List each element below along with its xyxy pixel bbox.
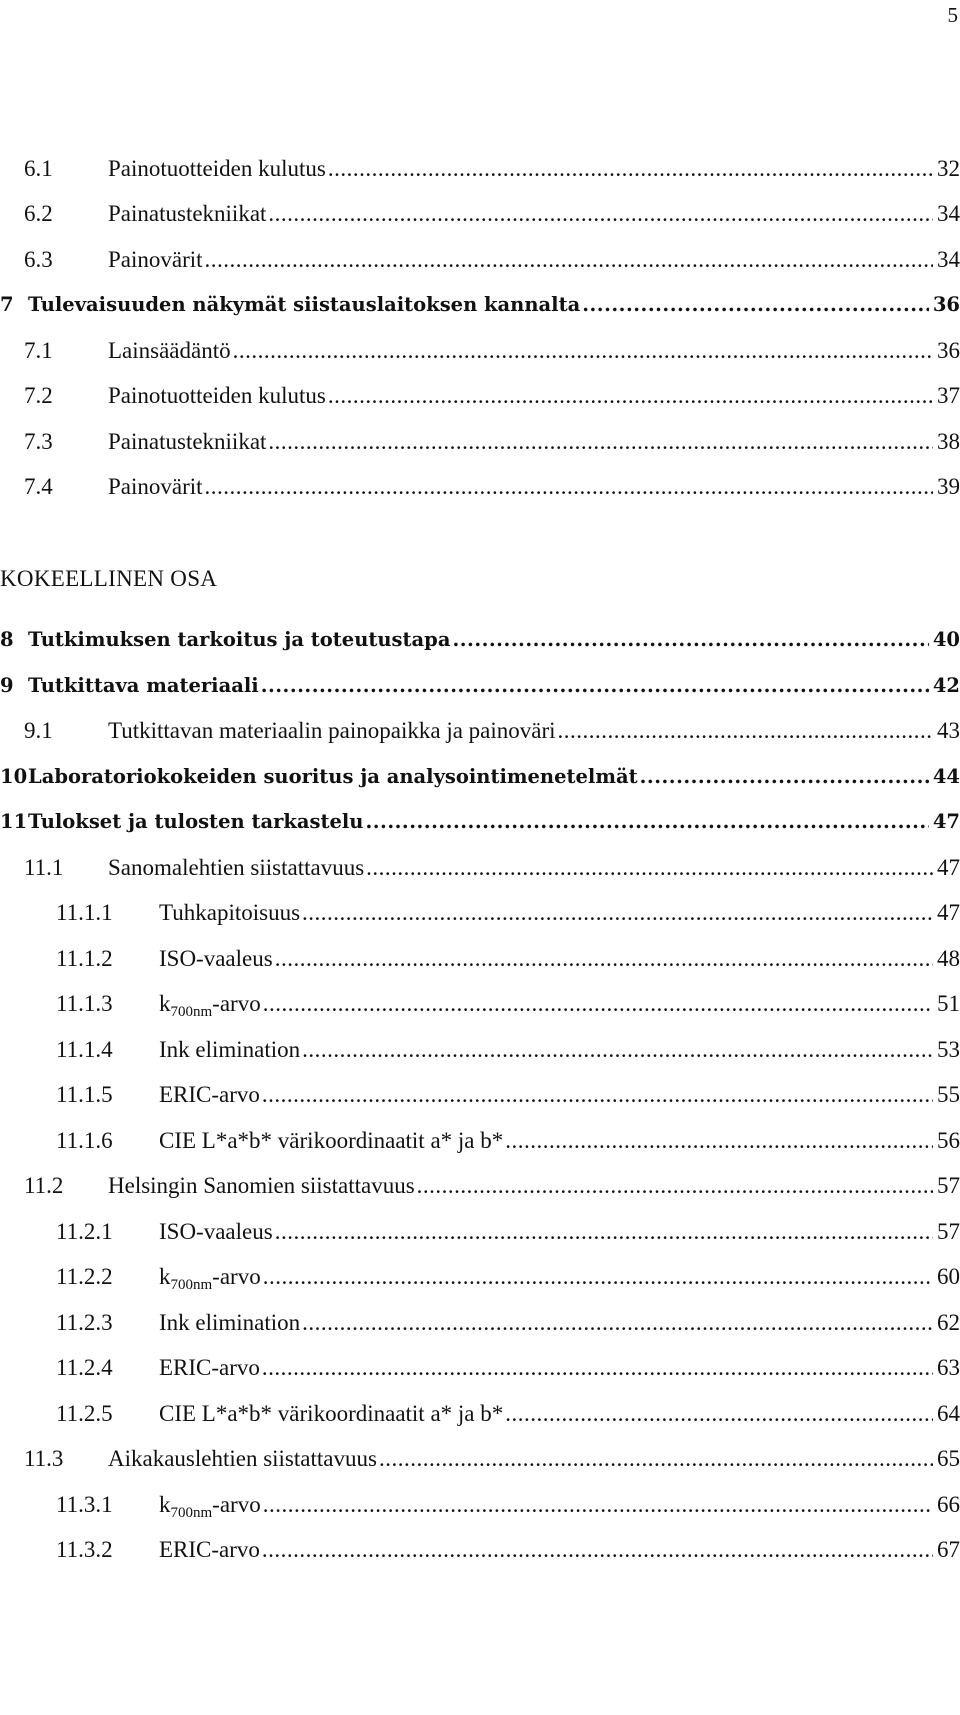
dot-leader [328, 153, 933, 185]
toc-entry[interactable] [0, 380, 960, 412]
toc-entry-title [159, 988, 261, 1028]
toc-entry-title-text: ERIC-arvo [159, 1355, 260, 1380]
toc-entry[interactable] [0, 761, 960, 793]
toc-entry-title [159, 897, 300, 929]
section-heading: KOKEELLINEN OSA [0, 566, 218, 591]
toc-entry-line [159, 1307, 960, 1339]
dot-leader [262, 1534, 933, 1566]
toc-entry-line [108, 335, 960, 367]
toc-entry-line [108, 380, 960, 412]
toc-entry-number: 6.2 [24, 201, 53, 226]
toc-entry-title [108, 426, 266, 458]
toc-entry-number: 11.2.3 [56, 1310, 113, 1335]
toc-entry-title-text: Sanomalehtien siistattavuus [108, 855, 365, 880]
toc-entry-title [159, 1079, 260, 1111]
dot-leader [205, 471, 933, 503]
toc-entry[interactable] [0, 1443, 960, 1475]
dot-leader [365, 806, 928, 838]
toc-entry-number: 11.2 [24, 1173, 64, 1198]
toc-entry-title-text: ISO-vaaleus [159, 1219, 273, 1244]
dot-leader [366, 852, 933, 884]
dot-leader [640, 761, 929, 793]
toc-entry-page: 36 [937, 338, 960, 363]
toc-entry-line [28, 761, 960, 793]
toc-entry[interactable] [0, 988, 960, 1020]
toc-entry-page: 32 [937, 156, 960, 181]
toc-entry[interactable] [0, 715, 960, 747]
toc-entry[interactable] [0, 1489, 960, 1521]
toc-entry-title [108, 153, 326, 185]
toc-entry-title [159, 1216, 273, 1248]
toc-entry-page: 47 [937, 855, 960, 880]
toc-entry-page: 40 [932, 628, 960, 651]
toc-entry-page: 34 [937, 247, 960, 272]
toc-entry-number: 11.3.1 [56, 1492, 113, 1517]
dot-leader [302, 897, 933, 929]
toc-entry-title [159, 943, 273, 975]
toc-entry-title-text: Tuhkapitoisuus [159, 900, 301, 925]
toc-entry[interactable] [0, 670, 960, 702]
toc-entry-line [159, 1125, 960, 1157]
toc-entry-line [159, 988, 960, 1028]
toc-entry[interactable] [0, 198, 960, 230]
toc-entry-number: 7.2 [24, 383, 53, 408]
toc-entry-line [159, 1261, 960, 1301]
toc-entry[interactable] [0, 1398, 960, 1430]
toc-entry-line [159, 1216, 960, 1248]
page-number: 5 [947, 3, 958, 27]
toc-entry[interactable] [0, 806, 960, 838]
dot-leader [302, 1307, 933, 1339]
toc-entry-number: 11.2.4 [56, 1355, 113, 1380]
toc-entry-page: 47 [932, 810, 960, 833]
toc-entry-title-text: ERIC-arvo [159, 1082, 260, 1107]
toc-entry-line [28, 289, 960, 321]
toc-entry-title-text: Tulevaisuuden näkymät siistauslaitoksen kannalta [28, 293, 581, 316]
toc-entry-title-suffix: -arvo [212, 1492, 261, 1517]
dot-leader [302, 1034, 933, 1066]
toc-entry-title-text: Tutkittava materiaali [28, 674, 259, 697]
toc-entry[interactable] [0, 897, 960, 929]
dot-leader [233, 335, 933, 367]
toc-entry[interactable] [0, 1307, 960, 1339]
toc-entry-page: 57 [937, 1173, 960, 1198]
toc-entry-title [28, 670, 259, 702]
toc-entry[interactable] [0, 1534, 960, 1566]
dot-leader [452, 624, 928, 656]
toc-entry-page: 38 [937, 429, 960, 454]
toc-entry-line [108, 1443, 960, 1475]
toc-entry[interactable] [0, 426, 960, 458]
dot-leader [275, 1216, 933, 1248]
toc-entry-title-text: Aikakauslehtien siistattavuus [108, 1446, 377, 1471]
dot-leader [328, 380, 933, 412]
toc-entry-page: 36 [932, 293, 960, 316]
toc-entry-title [28, 761, 638, 793]
toc-entry-number: 6.3 [24, 247, 53, 272]
toc-entry-title [159, 1398, 503, 1430]
toc-entry-subscript: 700nm [170, 1277, 213, 1293]
toc-entry-title-text: Tulokset ja tulosten tarkastelu [28, 810, 364, 833]
dot-leader [505, 1125, 933, 1157]
toc-entry-title [108, 198, 266, 230]
toc-entry[interactable] [0, 153, 960, 185]
toc-entry-number: 9.1 [24, 718, 53, 743]
toc-entry-line [108, 198, 960, 230]
toc-entry-page: 57 [937, 1219, 960, 1244]
toc-entry-title-text: Tutkimuksen tarkoitus ja toteutustapa [28, 628, 451, 651]
toc-entry-title [108, 852, 364, 884]
toc-entry-title [159, 1261, 261, 1301]
dot-leader [263, 988, 933, 1020]
toc-entry-line [108, 1170, 960, 1202]
toc-entry[interactable] [0, 1170, 960, 1202]
toc-entry-number: 11.3.2 [56, 1537, 113, 1562]
dot-leader [582, 289, 929, 321]
toc-entry[interactable] [0, 943, 960, 975]
dot-leader [275, 943, 933, 975]
dot-leader [263, 1261, 933, 1293]
toc-entry-title [108, 244, 203, 276]
toc-entry[interactable] [0, 1125, 960, 1157]
toc-entry-page: 67 [937, 1537, 960, 1562]
toc-entry-line [159, 897, 960, 929]
toc-entry-title [159, 1489, 261, 1529]
toc-entry-title-text: Ink elimination [159, 1037, 301, 1062]
toc-entry-page: 42 [932, 674, 960, 697]
toc-entry[interactable] [0, 471, 960, 503]
dot-leader [268, 426, 933, 458]
toc-entry-title-text: Painotuotteiden kulutus [108, 156, 326, 181]
toc-entry-page: 63 [937, 1355, 960, 1380]
toc-entry-title [108, 1443, 377, 1475]
toc-entry-page: 55 [937, 1082, 960, 1107]
toc-entry-subscript: 700nm [170, 1004, 213, 1020]
toc-entry-line [108, 471, 960, 503]
toc-entry-title-text: Painatustekniikat [108, 201, 267, 226]
toc-entry-page: 51 [937, 991, 960, 1016]
dot-leader [262, 1079, 933, 1111]
toc-entry[interactable] [0, 1216, 960, 1248]
dot-leader [261, 670, 929, 702]
toc-entry-title-text: Painovärit [108, 474, 203, 499]
toc-entry-number: 10 [0, 765, 28, 788]
toc-entry-number: 11.1.5 [56, 1082, 113, 1107]
toc-entry-number: 11.1.2 [56, 946, 113, 971]
toc-entry-page: 53 [937, 1037, 960, 1062]
toc-entry-title [108, 380, 326, 412]
toc-entry-line [28, 806, 960, 838]
toc-entry-subscript: 700nm [170, 1505, 213, 1521]
toc-entry-title-text: Painotuotteiden kulutus [108, 383, 326, 408]
toc-entry-page: 34 [937, 201, 960, 226]
toc-entry-title-text: Painovärit [108, 247, 203, 272]
toc-entry-line [159, 1489, 960, 1529]
toc-entry-page: 66 [937, 1492, 960, 1517]
toc-entry[interactable] [0, 289, 960, 321]
toc-entry-title-text: ERIC-arvo [159, 1537, 260, 1562]
toc-entry-title [108, 335, 231, 367]
toc-entry-number: 11.2.2 [56, 1264, 113, 1289]
toc-entry-title [108, 715, 556, 747]
toc-entry-line [28, 624, 960, 656]
toc-entry-line [108, 715, 960, 747]
toc-entry-number: 11.1.6 [56, 1128, 113, 1153]
toc-entry-title [159, 1125, 503, 1157]
toc-entry-page: 65 [937, 1446, 960, 1471]
toc-entry-title-text: Painatustekniikat [108, 429, 267, 454]
toc-entry-title-text: Tutkittavan materiaalin painopaikka ja painoväri [108, 718, 556, 743]
toc-entry-number: 11.1.1 [56, 900, 113, 925]
toc-entry-title-suffix: -arvo [212, 1264, 261, 1289]
toc-entry-number: 11.3 [24, 1446, 64, 1471]
toc-entry-number: 7.4 [24, 474, 53, 499]
toc-entry-title-text: Lainsäädäntö [108, 338, 231, 363]
toc-entry-number: 11.1 [24, 855, 64, 880]
toc-entry-title [108, 471, 203, 503]
toc-entry-title-text: k [159, 1492, 171, 1517]
toc-entry-page: 64 [937, 1401, 960, 1426]
toc-entry[interactable] [0, 1079, 960, 1111]
toc-entry-title-text: ISO-vaaleus [159, 946, 273, 971]
dot-leader [263, 1489, 933, 1521]
dot-leader [379, 1443, 933, 1475]
dot-leader [505, 1398, 933, 1430]
toc-entry-title-text: k [159, 991, 171, 1016]
toc-entry-number: 11.1.3 [56, 991, 113, 1016]
toc-entry-line [108, 852, 960, 884]
toc-entry-title-suffix: -arvo [212, 991, 261, 1016]
toc-entry-number: 7.3 [24, 429, 53, 454]
toc-entry-line [108, 153, 960, 185]
dot-leader [268, 198, 933, 230]
toc-entry[interactable] [0, 852, 960, 884]
toc-entry-title [159, 1534, 260, 1566]
toc-entry-page: 56 [937, 1128, 960, 1153]
toc-entry-number: 11 [0, 810, 28, 833]
toc-entry-number: 9 [0, 674, 14, 697]
toc-entry-title-text: CIE L*a*b* värikoordinaatit a* ja b* [159, 1128, 504, 1153]
toc-entry-line [159, 1352, 960, 1384]
toc-entry-page: 47 [937, 900, 960, 925]
toc-entry-number: 7.1 [24, 338, 53, 363]
toc-entry-line [108, 426, 960, 458]
toc-entry-page: 48 [937, 946, 960, 971]
toc-entry-title [159, 1307, 300, 1339]
toc-entry-number: 11.2.1 [56, 1219, 113, 1244]
toc-entry-title [159, 1034, 300, 1066]
toc-entry-page: 43 [937, 718, 960, 743]
toc-entry-title-text: CIE L*a*b* värikoordinaatit a* ja b* [159, 1401, 504, 1426]
toc-entry[interactable] [0, 1034, 960, 1066]
toc-entry-number: 7 [0, 293, 14, 316]
toc-entry-title [159, 1352, 260, 1384]
dot-leader [417, 1170, 933, 1202]
toc-entry-title [108, 1170, 415, 1202]
toc-entry-title [28, 806, 363, 838]
toc-entry-title-text: Laboratoriokokeiden suoritus ja analysointimenetelmät [28, 765, 638, 788]
toc-entry-line [159, 943, 960, 975]
toc-entry[interactable] [0, 244, 960, 276]
dot-leader [558, 715, 933, 747]
toc-entry[interactable] [0, 624, 960, 656]
toc-entry-line [159, 1534, 960, 1566]
toc-entry-line [108, 244, 960, 276]
toc-entry-page: 44 [932, 765, 960, 788]
toc-entry[interactable] [0, 1352, 960, 1384]
dot-leader [262, 1352, 933, 1384]
toc-entry-title [28, 289, 580, 321]
toc-entry-number: 6.1 [24, 156, 53, 181]
toc-entry-title-text: Ink elimination [159, 1310, 301, 1335]
toc-entry-number: 11.1.4 [56, 1037, 113, 1062]
toc-entry-page: 37 [937, 383, 960, 408]
toc-entry-page: 60 [937, 1264, 960, 1289]
toc-entry-line [159, 1398, 960, 1430]
toc-entry-title-text: Helsingin Sanomien siistattavuus [108, 1173, 415, 1198]
toc-entry-page: 62 [937, 1310, 960, 1335]
toc-entry[interactable] [0, 335, 960, 367]
toc-entry[interactable] [0, 1261, 960, 1293]
toc-entry-line [159, 1034, 960, 1066]
toc-entry-line [28, 670, 960, 702]
dot-leader [205, 244, 933, 276]
toc-entry-page: 39 [937, 474, 960, 499]
toc-entry-title [28, 624, 450, 656]
toc-entry-number: 11.2.5 [56, 1401, 113, 1426]
toc-entry-title-text: k [159, 1264, 171, 1289]
toc-entry-number: 8 [0, 628, 14, 651]
toc-entry-line [159, 1079, 960, 1111]
